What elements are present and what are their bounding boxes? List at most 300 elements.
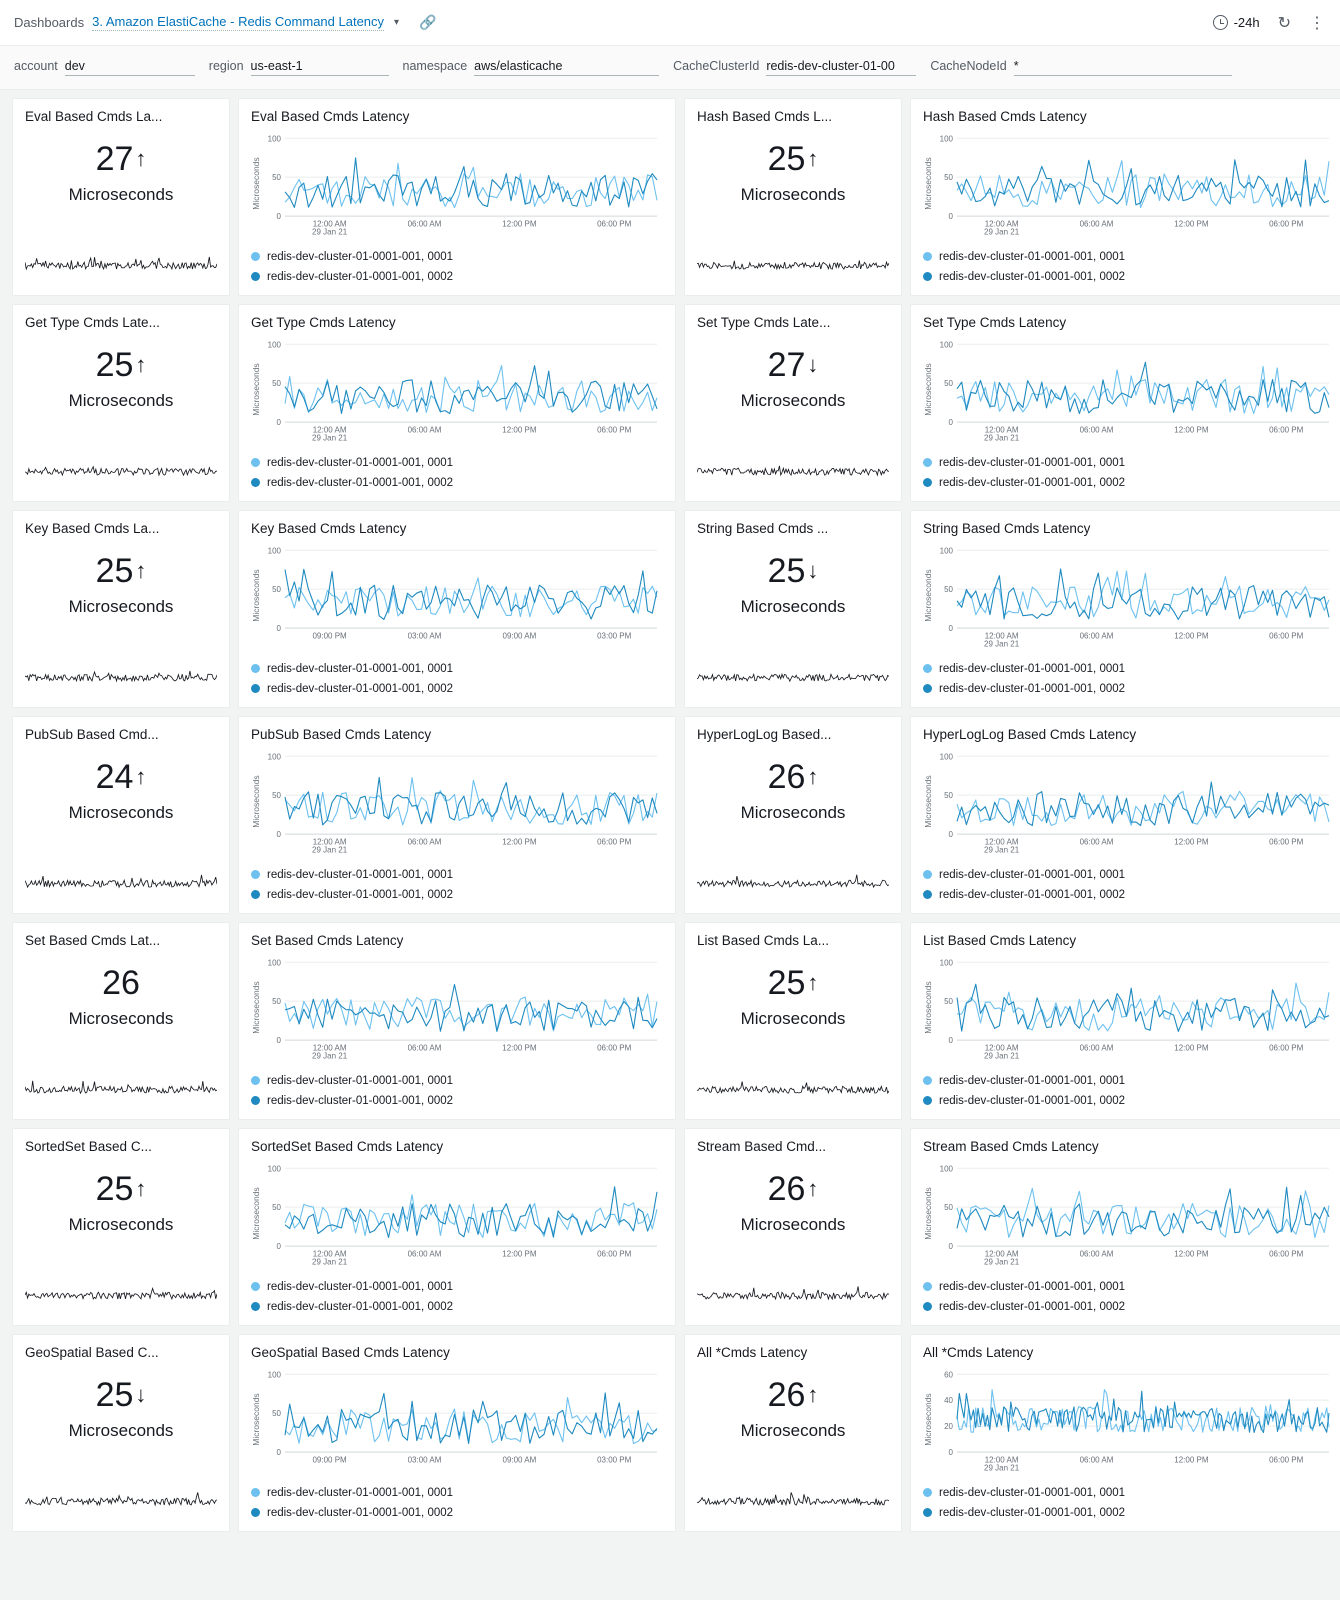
legend-item[interactable] <box>923 453 1335 473</box>
filter-namespace-value[interactable]: aws/elasticache <box>474 59 659 76</box>
legend-label: redis-dev-cluster-01-0001-001, 0001 <box>267 1486 454 1499</box>
svg-text:50: 50 <box>944 791 953 801</box>
svg-text:100: 100 <box>939 958 953 968</box>
svg-text:0: 0 <box>948 212 953 222</box>
trend-arrow-icon: ↑ <box>807 764 819 789</box>
legend-color-dot <box>251 478 260 487</box>
widget-title: All *Cmds Latency <box>923 1345 1034 1360</box>
single-value-widget[interactable] <box>684 1334 902 1532</box>
legend-label: redis-dev-cluster-01-0001-001, 0002 <box>267 1300 454 1313</box>
legend-label: redis-dev-cluster-01-0001-001, 0001 <box>267 250 454 263</box>
svg-text:12:00 PM: 12:00 PM <box>502 1249 537 1259</box>
legend-item[interactable] <box>251 267 663 287</box>
svg-text:12:00 PM: 12:00 PM <box>1174 837 1209 847</box>
svg-text:100: 100 <box>267 340 281 350</box>
breadcrumb-dashboards[interactable]: Dashboards <box>14 15 85 30</box>
svg-text:29 Jan 21: 29 Jan 21 <box>984 639 1020 649</box>
trend-arrow-icon: ↓ <box>135 1382 147 1407</box>
svg-text:12:00 PM: 12:00 PM <box>502 425 537 435</box>
chart-legend <box>923 1277 1335 1317</box>
svg-text:12:00 PM: 12:00 PM <box>1174 1249 1209 1259</box>
line-chart-widget[interactable] <box>910 1334 1340 1532</box>
legend-item[interactable] <box>251 1277 663 1297</box>
svg-text:100: 100 <box>267 752 281 762</box>
metric-value <box>768 760 819 794</box>
svg-text:29 Jan 21: 29 Jan 21 <box>984 433 1020 443</box>
svg-text:50: 50 <box>272 585 281 595</box>
line-chart-widget[interactable] <box>910 304 1340 502</box>
filter-cachenodeid-label: CacheNodeId <box>930 59 1007 73</box>
svg-text:06:00 PM: 06:00 PM <box>597 425 632 435</box>
legend-label: redis-dev-cluster-01-0001-001, 0002 <box>939 1300 1126 1313</box>
metric-number: 25 <box>95 1376 134 1414</box>
svg-text:12:00 AM: 12:00 AM <box>312 837 347 847</box>
trend-arrow-icon: ↑ <box>135 352 147 377</box>
svg-text:12:00 PM: 12:00 PM <box>1174 425 1209 435</box>
link-icon[interactable]: 🔗 <box>419 14 437 30</box>
single-value-widget[interactable] <box>684 304 902 502</box>
metric-unit: Microseconds <box>740 1009 846 1028</box>
single-value-body <box>697 746 889 865</box>
single-value-widget[interactable] <box>684 98 902 296</box>
y-axis-label: Microseconds <box>251 157 261 210</box>
single-value-widget[interactable] <box>12 98 230 296</box>
svg-text:12:00 AM: 12:00 AM <box>984 1455 1019 1465</box>
legend-color-dot <box>923 684 932 693</box>
legend-item[interactable] <box>251 1503 663 1523</box>
legend-item[interactable] <box>923 865 1335 885</box>
chart-plot-area <box>251 542 663 655</box>
svg-text:29 Jan 21: 29 Jan 21 <box>984 1463 1020 1473</box>
chart-legend <box>923 1071 1335 1111</box>
line-chart-widget[interactable] <box>238 1334 676 1532</box>
svg-text:29 Jan 21: 29 Jan 21 <box>312 227 348 237</box>
line-chart-widget[interactable] <box>238 1128 676 1326</box>
line-chart-widget[interactable] <box>238 98 676 296</box>
svg-text:0: 0 <box>948 1242 953 1252</box>
svg-text:12:00 PM: 12:00 PM <box>502 837 537 847</box>
metric-value <box>768 1172 819 1206</box>
single-value-body <box>25 334 217 453</box>
svg-text:20: 20 <box>944 1422 953 1432</box>
widget-title: Set Based Cmds Latency <box>251 933 404 948</box>
metric-value <box>96 142 147 176</box>
svg-text:0: 0 <box>948 1036 953 1046</box>
single-value-body <box>25 952 217 1071</box>
metric-unit: Microseconds <box>740 185 846 204</box>
svg-text:40: 40 <box>944 1396 953 1406</box>
filter-cacheclusterid-value[interactable]: redis-dev-cluster-01-00 <box>766 59 916 76</box>
metric-number: 25 <box>767 140 806 178</box>
widget-title: String Based Cmds Latency <box>923 521 1091 536</box>
svg-text:29 Jan 21: 29 Jan 21 <box>984 845 1020 855</box>
svg-text:06:00 PM: 06:00 PM <box>597 1249 632 1259</box>
filter-region-value[interactable]: us-east-1 <box>251 59 389 76</box>
legend-label: redis-dev-cluster-01-0001-001, 0001 <box>267 1074 454 1087</box>
svg-text:06:00 AM: 06:00 AM <box>407 837 442 847</box>
legend-color-dot <box>923 1488 932 1497</box>
legend-color-dot <box>251 1488 260 1497</box>
svg-text:03:00 PM: 03:00 PM <box>597 1455 632 1465</box>
widget-grid <box>0 90 1340 1542</box>
line-chart-widget[interactable] <box>910 1128 1340 1326</box>
filter-region[interactable] <box>209 59 403 76</box>
legend-label: redis-dev-cluster-01-0001-001, 0002 <box>939 888 1126 901</box>
widget-title: Eval Based Cmds La... <box>25 109 163 124</box>
legend-item[interactable] <box>923 1483 1335 1503</box>
svg-text:12:00 AM: 12:00 AM <box>312 1043 347 1053</box>
single-value-body <box>25 128 217 247</box>
y-axis-label: Microseconds <box>251 775 261 828</box>
filter-namespace-label: namespace <box>402 59 468 73</box>
widget-title: Get Type Cmds Latency <box>251 315 396 330</box>
legend-color-dot <box>251 1302 260 1311</box>
legend-label: redis-dev-cluster-01-0001-001, 0002 <box>267 682 454 695</box>
widget-title: Set Based Cmds Lat... <box>25 933 161 948</box>
chart-canvas <box>263 542 663 655</box>
chart-canvas <box>263 954 663 1067</box>
svg-text:29 Jan 21: 29 Jan 21 <box>312 1051 348 1061</box>
legend-item[interactable] <box>923 659 1335 679</box>
svg-text:12:00 AM: 12:00 AM <box>312 219 347 229</box>
widget-title: Hash Based Cmds Latency <box>923 109 1087 124</box>
single-value-body <box>697 952 889 1071</box>
metric-number: 24 <box>95 758 134 796</box>
filter-cacheclusterid-label: CacheClusterId <box>673 59 760 73</box>
svg-text:06:00 AM: 06:00 AM <box>1079 631 1114 641</box>
legend-item[interactable] <box>251 659 663 679</box>
metric-number: 25 <box>95 552 134 590</box>
svg-text:06:00 AM: 06:00 AM <box>407 425 442 435</box>
single-value-widget[interactable] <box>12 510 230 708</box>
legend-label: redis-dev-cluster-01-0001-001, 0001 <box>939 1280 1126 1293</box>
metric-value <box>768 1378 819 1412</box>
svg-text:12:00 PM: 12:00 PM <box>502 219 537 229</box>
single-value-widget[interactable] <box>684 510 902 708</box>
svg-text:100: 100 <box>267 1370 281 1380</box>
svg-text:0: 0 <box>276 830 281 840</box>
chart-legend <box>923 659 1335 699</box>
legend-label: redis-dev-cluster-01-0001-001, 0001 <box>939 662 1126 675</box>
single-value-widget[interactable] <box>12 1334 230 1532</box>
y-axis-label: Microseconds <box>251 981 261 1034</box>
svg-text:0: 0 <box>948 624 953 634</box>
more-options-icon[interactable]: ⋮ <box>1309 14 1326 32</box>
svg-text:06:00 PM: 06:00 PM <box>1269 1455 1304 1465</box>
svg-text:0: 0 <box>276 1036 281 1046</box>
metric-number: 27 <box>767 346 806 384</box>
metric-unit: Microseconds <box>740 597 846 616</box>
legend-item[interactable] <box>251 865 663 885</box>
chart-plot-area <box>251 954 663 1067</box>
svg-text:0: 0 <box>948 418 953 428</box>
legend-label: redis-dev-cluster-01-0001-001, 0001 <box>939 250 1126 263</box>
widget-title: List Based Cmds La... <box>697 933 830 948</box>
svg-text:12:00 AM: 12:00 AM <box>312 425 347 435</box>
single-value-widget[interactable] <box>12 304 230 502</box>
legend-color-dot <box>251 890 260 899</box>
svg-text:06:00 AM: 06:00 AM <box>407 1043 442 1053</box>
svg-text:06:00 PM: 06:00 PM <box>597 1043 632 1053</box>
sparkline-chart <box>25 247 217 281</box>
widget-title: HyperLogLog Based Cmds Latency <box>923 727 1137 742</box>
widget-title: Get Type Cmds Late... <box>25 315 160 330</box>
filter-region-label: region <box>208 59 244 73</box>
chart-legend <box>251 1483 663 1523</box>
legend-color-dot <box>923 664 932 673</box>
svg-text:09:00 AM: 09:00 AM <box>502 631 537 641</box>
chevron-down-icon[interactable]: ▾ <box>394 17 400 28</box>
single-value-widget[interactable] <box>684 716 902 914</box>
legend-item[interactable] <box>923 1277 1335 1297</box>
svg-text:06:00 AM: 06:00 AM <box>1079 1249 1114 1259</box>
line-chart-widget[interactable] <box>910 922 1340 1120</box>
widget-title: All *Cmds Latency <box>697 1345 808 1360</box>
sparkline-chart <box>25 453 217 487</box>
svg-text:12:00 PM: 12:00 PM <box>1174 631 1209 641</box>
sparkline-chart <box>697 659 889 693</box>
metric-value <box>96 760 147 794</box>
legend-color-dot <box>251 1096 260 1105</box>
metric-value <box>768 966 819 1000</box>
sparkline-chart <box>25 659 217 693</box>
legend-item[interactable] <box>923 1503 1335 1523</box>
svg-text:06:00 AM: 06:00 AM <box>1079 425 1114 435</box>
metric-unit: Microseconds <box>740 803 846 822</box>
breadcrumb <box>14 14 437 31</box>
metric-value <box>96 348 147 382</box>
svg-text:29 Jan 21: 29 Jan 21 <box>312 845 348 855</box>
svg-text:29 Jan 21: 29 Jan 21 <box>984 227 1020 237</box>
legend-color-dot <box>923 890 932 899</box>
sparkline-chart <box>697 247 889 281</box>
legend-color-dot <box>923 272 932 281</box>
breadcrumb-current-dashboard[interactable]: 3. Amazon ElastiCache - Redis Command Latency <box>92 14 385 29</box>
svg-text:100: 100 <box>939 752 953 762</box>
legend-item[interactable] <box>251 453 663 473</box>
widget-title: String Based Cmds ... <box>697 521 829 536</box>
metric-number: 26 <box>102 964 140 1002</box>
svg-text:50: 50 <box>272 1203 281 1213</box>
metric-unit: Microseconds <box>68 185 174 204</box>
metric-unit: Microseconds <box>68 391 174 410</box>
legend-item[interactable] <box>923 247 1335 267</box>
legend-item[interactable] <box>251 1483 663 1503</box>
y-axis-label: Microseconds <box>923 1187 933 1240</box>
metric-number: 25 <box>95 1170 134 1208</box>
metric-unit: Microseconds <box>68 597 174 616</box>
svg-text:29 Jan 21: 29 Jan 21 <box>984 1051 1020 1061</box>
y-axis-label: Microseconds <box>923 981 933 1034</box>
chart-canvas <box>263 336 663 449</box>
single-value-body <box>697 128 889 247</box>
chart-legend <box>923 453 1335 493</box>
svg-text:06:00 AM: 06:00 AM <box>1079 219 1114 229</box>
trend-arrow-icon: ↓ <box>807 352 819 377</box>
widget-title: Set Type Cmds Latency <box>923 315 1067 330</box>
legend-item[interactable] <box>251 1297 663 1317</box>
metric-number: 26 <box>767 1170 806 1208</box>
widget-title: Key Based Cmds Latency <box>251 521 407 536</box>
legend-label: redis-dev-cluster-01-0001-001, 0001 <box>267 456 454 469</box>
metric-unit: Microseconds <box>68 803 174 822</box>
clock-icon <box>1213 15 1228 30</box>
legend-item[interactable] <box>923 885 1335 905</box>
legend-item[interactable] <box>923 267 1335 287</box>
svg-text:50: 50 <box>272 379 281 389</box>
legend-color-dot <box>923 458 932 467</box>
line-chart-widget[interactable] <box>910 98 1340 296</box>
widget-title: PubSub Based Cmd... <box>25 727 159 742</box>
trend-arrow-icon: ↑ <box>135 1176 147 1201</box>
legend-item[interactable] <box>251 247 663 267</box>
chart-legend <box>251 865 663 905</box>
metric-unit: Microseconds <box>740 391 846 410</box>
svg-text:100: 100 <box>939 134 953 144</box>
line-chart-widget[interactable] <box>238 922 676 1120</box>
trend-arrow-icon: ↑ <box>807 1382 819 1407</box>
legend-label: redis-dev-cluster-01-0001-001, 0002 <box>267 1094 454 1107</box>
chart-legend <box>251 1071 663 1111</box>
chart-plot-area <box>923 1366 1335 1479</box>
legend-item[interactable] <box>923 679 1335 699</box>
svg-text:12:00 AM: 12:00 AM <box>984 631 1019 641</box>
svg-text:06:00 PM: 06:00 PM <box>1269 1249 1304 1259</box>
filter-account-value[interactable]: dev <box>65 59 195 76</box>
svg-text:12:00 AM: 12:00 AM <box>984 219 1019 229</box>
legend-item[interactable] <box>251 1091 663 1111</box>
line-chart-widget[interactable] <box>238 716 676 914</box>
svg-text:60: 60 <box>944 1370 953 1380</box>
single-value-widget[interactable] <box>684 922 902 1120</box>
metric-number: 25 <box>767 552 806 590</box>
legend-color-dot <box>251 870 260 879</box>
trend-arrow-icon: ↑ <box>807 970 819 995</box>
legend-label: redis-dev-cluster-01-0001-001, 0002 <box>939 270 1126 283</box>
y-axis-label: Microseconds <box>251 1393 261 1446</box>
legend-label: redis-dev-cluster-01-0001-001, 0001 <box>267 868 454 881</box>
legend-color-dot <box>251 1076 260 1085</box>
legend-color-dot <box>923 870 932 879</box>
single-value-widget[interactable] <box>12 1128 230 1326</box>
legend-color-dot <box>251 1508 260 1517</box>
filter-namespace[interactable] <box>403 59 674 76</box>
widget-title: HyperLogLog Based... <box>697 727 832 742</box>
legend-item[interactable] <box>251 473 663 493</box>
y-axis-label: Microseconds <box>251 569 261 622</box>
chart-plot-area <box>923 542 1335 655</box>
top-bar <box>0 0 1340 46</box>
filter-cachenodeid[interactable] <box>930 59 1245 76</box>
svg-text:100: 100 <box>939 546 953 556</box>
legend-color-dot <box>251 272 260 281</box>
legend-label: redis-dev-cluster-01-0001-001, 0002 <box>939 682 1126 695</box>
legend-label: redis-dev-cluster-01-0001-001, 0002 <box>267 270 454 283</box>
trend-arrow-icon: ↑ <box>135 146 147 171</box>
svg-text:50: 50 <box>944 585 953 595</box>
legend-item[interactable] <box>251 885 663 905</box>
svg-text:12:00 PM: 12:00 PM <box>502 1043 537 1053</box>
y-axis-label: Microseconds <box>923 1393 933 1446</box>
svg-text:50: 50 <box>272 173 281 183</box>
legend-item[interactable] <box>923 1091 1335 1111</box>
sparkline-chart <box>25 1277 217 1311</box>
svg-text:29 Jan 21: 29 Jan 21 <box>984 1257 1020 1267</box>
widget-title: List Based Cmds Latency <box>923 933 1077 948</box>
chart-canvas <box>263 748 663 861</box>
legend-label: redis-dev-cluster-01-0001-001, 0002 <box>939 476 1126 489</box>
svg-text:12:00 PM: 12:00 PM <box>1174 1043 1209 1053</box>
chart-canvas <box>935 748 1335 861</box>
legend-color-dot <box>251 252 260 261</box>
time-range-selector[interactable] <box>1213 15 1260 30</box>
svg-text:06:00 PM: 06:00 PM <box>597 837 632 847</box>
svg-text:100: 100 <box>939 1164 953 1174</box>
svg-text:100: 100 <box>267 134 281 144</box>
legend-color-dot <box>251 1282 260 1291</box>
widget-title: SortedSet Based Cmds Latency <box>251 1139 444 1154</box>
line-chart-widget[interactable] <box>238 304 676 502</box>
legend-label: redis-dev-cluster-01-0001-001, 0001 <box>267 662 454 675</box>
metric-number: 25 <box>767 964 806 1002</box>
legend-label: redis-dev-cluster-01-0001-001, 0001 <box>939 1486 1126 1499</box>
svg-text:29 Jan 21: 29 Jan 21 <box>312 433 348 443</box>
chart-legend <box>251 453 663 493</box>
filter-cacheclusterid[interactable] <box>673 59 930 76</box>
single-value-widget[interactable] <box>684 1128 902 1326</box>
filter-account-label: account <box>14 59 58 73</box>
single-value-body <box>697 334 889 453</box>
widget-title: PubSub Based Cmds Latency <box>251 727 432 742</box>
legend-color-dot <box>251 664 260 673</box>
chart-canvas <box>263 1366 663 1479</box>
metric-unit: Microseconds <box>68 1215 174 1234</box>
line-chart-widget[interactable] <box>238 510 676 708</box>
filter-account[interactable] <box>14 59 209 76</box>
svg-text:06:00 AM: 06:00 AM <box>1079 1043 1114 1053</box>
chart-canvas <box>935 130 1335 243</box>
single-value-widget[interactable] <box>12 716 230 914</box>
svg-text:50: 50 <box>272 1409 281 1419</box>
line-chart-widget[interactable] <box>910 716 1340 914</box>
widget-title: Set Type Cmds Late... <box>697 315 831 330</box>
sparkline-chart <box>25 1483 217 1517</box>
sparkline-chart <box>697 1277 889 1311</box>
line-chart-widget[interactable] <box>910 510 1340 708</box>
svg-text:09:00 PM: 09:00 PM <box>312 1455 347 1465</box>
legend-item[interactable] <box>923 1297 1335 1317</box>
chart-plot-area <box>251 1366 663 1479</box>
metric-number: 25 <box>95 346 134 384</box>
legend-item[interactable] <box>251 679 663 699</box>
svg-text:50: 50 <box>944 173 953 183</box>
legend-color-dot <box>923 1302 932 1311</box>
chart-plot-area <box>923 954 1335 1067</box>
legend-item[interactable] <box>923 1071 1335 1091</box>
legend-item[interactable] <box>923 473 1335 493</box>
svg-text:06:00 PM: 06:00 PM <box>1269 1043 1304 1053</box>
refresh-icon[interactable]: ↻ <box>1277 14 1291 32</box>
filter-cachenodeid-value[interactable]: * <box>1014 59 1232 76</box>
svg-text:06:00 AM: 06:00 AM <box>407 1249 442 1259</box>
y-axis-label: Microseconds <box>251 1187 261 1240</box>
single-value-widget[interactable] <box>12 922 230 1120</box>
legend-color-dot <box>923 1282 932 1291</box>
single-value-body <box>25 1364 217 1483</box>
legend-item[interactable] <box>251 1071 663 1091</box>
chart-legend <box>923 1483 1335 1523</box>
chart-canvas <box>935 1160 1335 1273</box>
